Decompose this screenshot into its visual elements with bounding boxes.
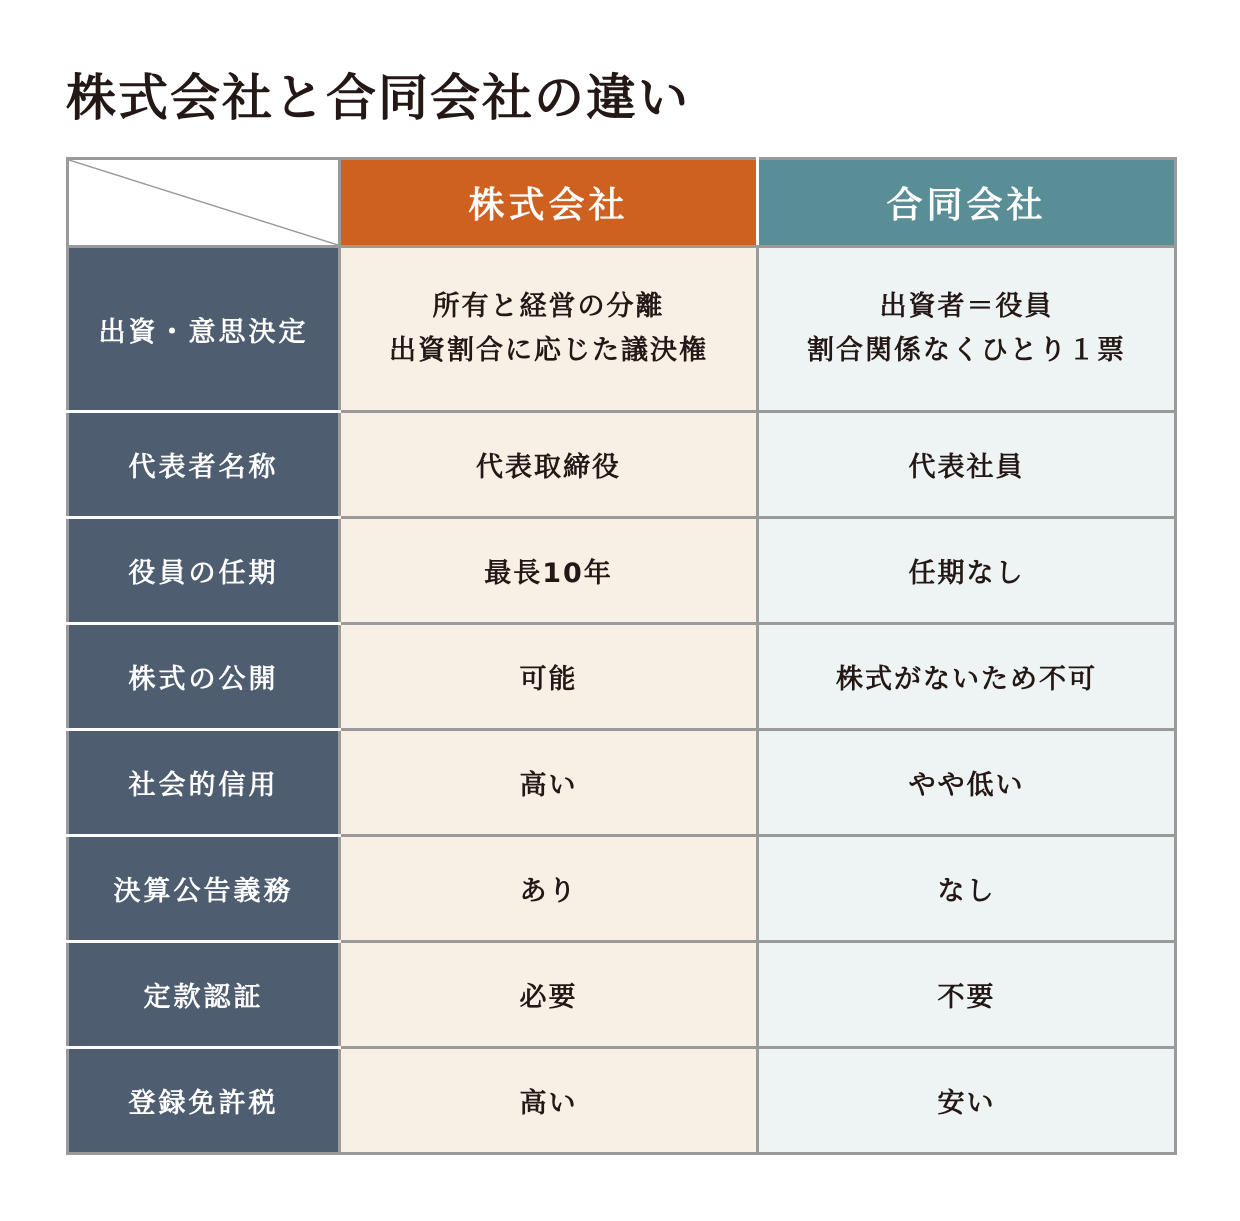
cell-godo: やや低い — [758, 730, 1176, 836]
cell-godo: なし — [758, 836, 1176, 942]
cell-godo: 任期なし — [758, 518, 1176, 624]
cell-kabushiki: あり — [340, 836, 758, 942]
diagonal-line — [69, 160, 338, 245]
cell-godo: 株式がないため不可 — [758, 624, 1176, 730]
cell-kabushiki: 最長10年 — [340, 518, 758, 624]
table-row — [68, 624, 1176, 730]
cell-kabushiki: 高い — [340, 1048, 758, 1154]
cell-kabushiki: 代表取締役 — [340, 412, 758, 518]
header-row — [68, 159, 1176, 247]
table-row — [68, 247, 1176, 412]
row-label: 役員の任期 — [68, 518, 340, 624]
table-row — [68, 412, 1176, 518]
row-label: 代表者名称 — [68, 412, 340, 518]
table-row — [68, 942, 1176, 1048]
table-row — [68, 1048, 1176, 1154]
row-label: 定款認証 — [68, 942, 340, 1048]
cell-kabushiki — [340, 247, 758, 412]
cell-line: 所有と経営の分離 — [432, 291, 665, 322]
comparison-table — [66, 157, 1177, 1155]
table-row — [68, 518, 1176, 624]
cell-line: 割合関係なくひとり１票 — [807, 335, 1126, 366]
cell-godo: 安い — [758, 1048, 1176, 1154]
cell-line: 出資割合に応じた議決権 — [389, 335, 708, 366]
table-row — [68, 730, 1176, 836]
column-header-kabushiki: 株式会社 — [340, 159, 758, 247]
cell-godo — [758, 247, 1176, 412]
page-title: 株式会社と合同会社の違い — [66, 69, 690, 127]
cell-godo: 不要 — [758, 942, 1176, 1048]
table-row — [68, 836, 1176, 942]
row-label: 決算公告義務 — [68, 836, 340, 942]
comparison-table-frame — [66, 157, 1174, 1152]
cell-kabushiki: 必要 — [340, 942, 758, 1048]
cell-line: 出資者＝役員 — [879, 291, 1054, 322]
column-header-godo: 合同会社 — [758, 159, 1176, 247]
row-label: 出資・意思決定 — [68, 247, 340, 412]
corner-cell — [68, 159, 340, 247]
row-label: 登録免許税 — [68, 1048, 340, 1154]
cell-kabushiki: 可能 — [340, 624, 758, 730]
row-label: 株式の公開 — [68, 624, 340, 730]
cell-kabushiki: 高い — [340, 730, 758, 836]
row-label: 社会的信用 — [68, 730, 340, 836]
cell-godo: 代表社員 — [758, 412, 1176, 518]
